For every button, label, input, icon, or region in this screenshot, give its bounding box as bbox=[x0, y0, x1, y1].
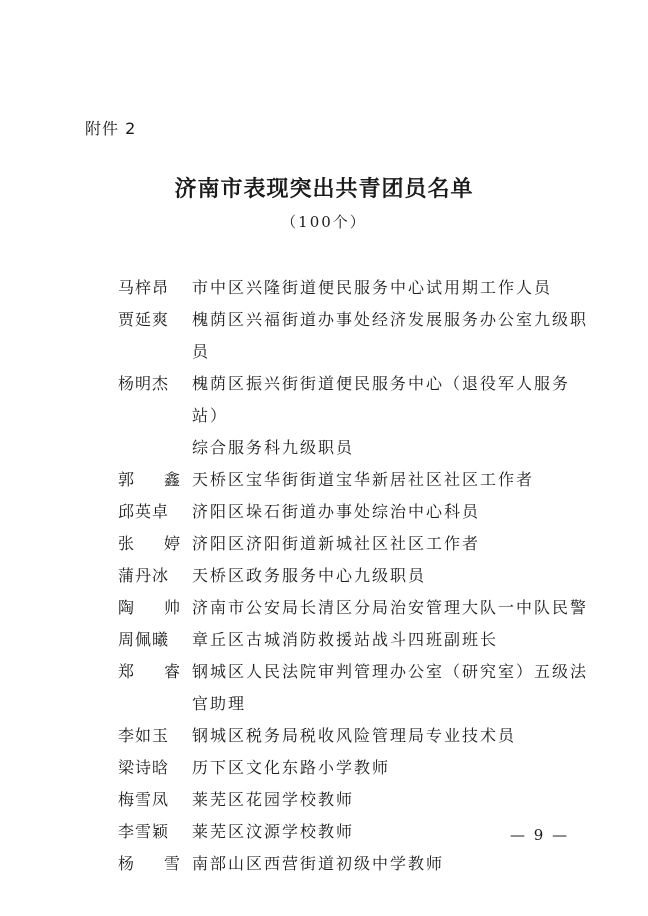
member-name: 贾延爽 bbox=[118, 310, 170, 329]
member-name: 周佩曦 bbox=[118, 630, 170, 649]
member-description: 济阳区济阳街道新城社区社区工作者 bbox=[192, 534, 481, 553]
member-description: 天桥区政务服务中心九级职员 bbox=[192, 566, 427, 585]
member-description: 莱芜区花园学校教师 bbox=[192, 790, 355, 809]
member-description: 章丘区古城消防救援站战斗四班副班长 bbox=[192, 630, 499, 649]
member-description: 槐荫区兴福街道办事处经济发展服务办公室九级职员 bbox=[192, 310, 589, 361]
member-name: 马梓昂 bbox=[118, 278, 170, 297]
member-name bbox=[118, 528, 192, 560]
member-name-char: 睿 bbox=[164, 662, 181, 681]
member-description: 济阳区垛石街道办事处综治中心科员 bbox=[192, 502, 481, 521]
member-description: 历下区文化东路小学教师 bbox=[192, 758, 391, 777]
list-item bbox=[118, 464, 598, 496]
member-description bbox=[192, 656, 598, 720]
member-name: 梁诗晗 bbox=[118, 758, 170, 777]
member-name-char: 帅 bbox=[164, 598, 181, 617]
list-item bbox=[118, 304, 598, 368]
attachment-label: 附件 2 bbox=[85, 119, 137, 138]
member-name-char: 婷 bbox=[164, 534, 181, 553]
member-description-line: 综合服务科九级职员 bbox=[192, 438, 355, 457]
member-list bbox=[118, 272, 598, 880]
member-name-char: 郭 bbox=[118, 470, 135, 489]
list-item bbox=[118, 720, 598, 752]
member-name: 杨明杰 bbox=[118, 374, 170, 393]
member-description: 钢城区税务局税收风险管理局专业技术员 bbox=[192, 726, 517, 745]
page-number: — 9 — bbox=[510, 826, 570, 844]
member-description: 市中区兴隆街道便民服务中心试用期工作人员 bbox=[192, 278, 553, 297]
member-name-char: 郑 bbox=[118, 662, 135, 681]
list-item bbox=[118, 528, 598, 560]
member-name-char: 张 bbox=[118, 534, 135, 553]
member-description-line: 钢城区人民法院审判管理办公室（研究室）五级法 bbox=[192, 662, 589, 681]
member-name: 李如玉 bbox=[118, 726, 170, 745]
list-item bbox=[118, 624, 598, 656]
member-count: （100个） bbox=[281, 213, 367, 231]
list-item bbox=[118, 592, 598, 624]
list-item bbox=[118, 560, 598, 592]
list-item bbox=[118, 368, 598, 464]
member-name: 邱英卓 bbox=[118, 502, 170, 521]
member-description-line: 槐荫区振兴街街道便民服务中心（退役军人服务站） bbox=[192, 374, 571, 425]
member-name-char: 杨 bbox=[118, 854, 135, 873]
list-item bbox=[118, 848, 598, 880]
document-title: 济南市表现突出共青团员名单 bbox=[174, 177, 474, 202]
list-item bbox=[118, 272, 598, 304]
member-name bbox=[118, 848, 192, 880]
member-name bbox=[118, 656, 192, 688]
member-description: 天桥区宝华街街道宝华新居社区社区工作者 bbox=[192, 470, 535, 489]
member-name-char: 陶 bbox=[118, 598, 135, 617]
list-item bbox=[118, 752, 598, 784]
member-name: 蒲丹冰 bbox=[118, 566, 170, 585]
member-description: 南部山区西营街道初级中学教师 bbox=[192, 854, 445, 873]
list-item bbox=[118, 784, 598, 816]
member-name-char: 雪 bbox=[164, 854, 181, 873]
list-item bbox=[118, 656, 598, 720]
member-name-char: 鑫 bbox=[164, 470, 181, 489]
member-description: 莱芜区汶源学校教师 bbox=[192, 822, 355, 841]
member-description: 济南市公安局长清区分局治安管理大队一中队民警 bbox=[192, 598, 589, 617]
member-name: 李雪颖 bbox=[118, 822, 170, 841]
member-name bbox=[118, 592, 192, 624]
member-name: 梅雪凤 bbox=[118, 790, 170, 809]
member-description bbox=[192, 368, 598, 464]
list-item bbox=[118, 496, 598, 528]
member-description-line: 官助理 bbox=[192, 694, 247, 713]
member-name bbox=[118, 464, 192, 496]
